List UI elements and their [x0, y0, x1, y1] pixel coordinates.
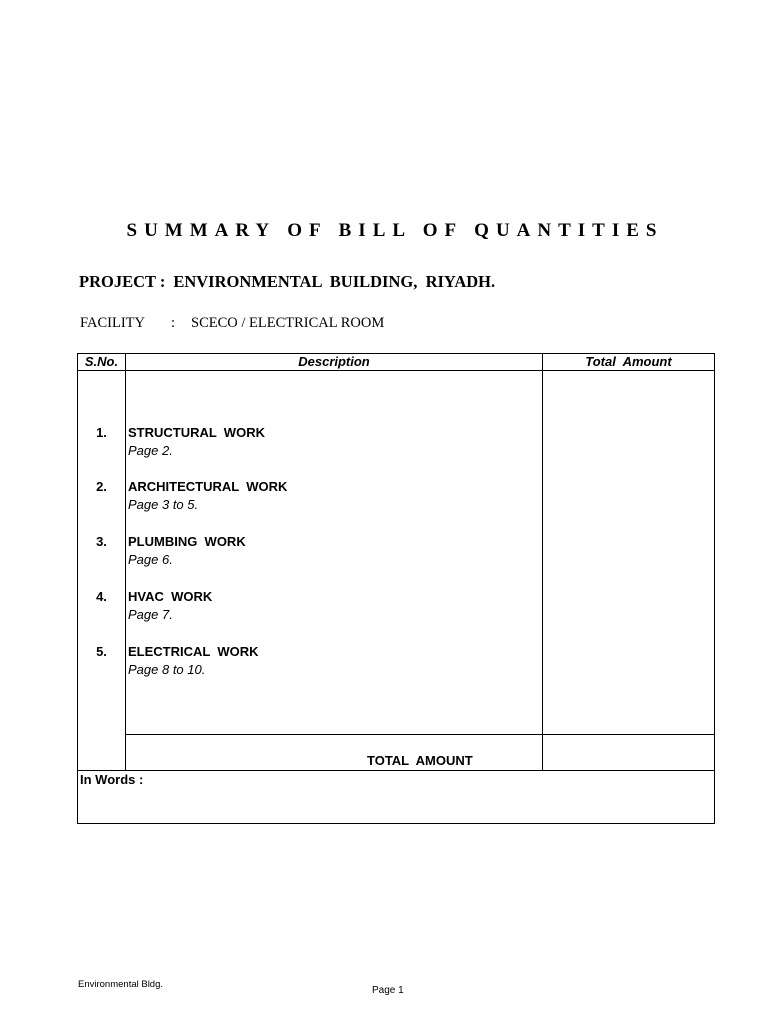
sno-column-divider: [125, 354, 126, 770]
item-page-reference: Page 6.: [128, 552, 173, 567]
item-number: 3.: [96, 534, 107, 549]
item-page-reference: Page 7.: [128, 607, 173, 622]
facility-label: FACILITY: [80, 315, 145, 331]
item-page-reference: Page 2.: [128, 443, 173, 458]
project-label: PROJECT :: [79, 272, 166, 291]
bill-summary-table: [77, 353, 715, 824]
project-line: [79, 272, 495, 292]
footer-page-number: Page 1: [372, 985, 404, 996]
project-value: ENVIRONMENTAL BUILDING, RIYADH.: [173, 272, 496, 291]
facility-separator: :: [171, 315, 176, 331]
total-row-divider: [125, 734, 714, 735]
header-sno: S.No.: [84, 354, 119, 369]
in-words-divider: [78, 770, 714, 771]
facility-value: SCECO / ELECTRICAL ROOM: [191, 315, 385, 331]
item-title: ELECTRICAL WORK: [128, 644, 259, 659]
facility-line: [80, 315, 384, 332]
item-number: 4.: [96, 589, 107, 604]
item-number: 5.: [96, 644, 107, 659]
description-column-divider: [542, 354, 543, 770]
total-amount-label: TOTAL AMOUNT: [367, 753, 473, 768]
document-title: SUMMARY OF BILL OF QUANTITIES: [126, 220, 664, 241]
header-total-amount: Total Amount: [585, 354, 672, 369]
in-words-label: In Words :: [80, 772, 144, 787]
item-title: HVAC WORK: [128, 589, 213, 604]
item-title: STRUCTURAL WORK: [128, 425, 265, 440]
header-description: Description: [298, 354, 370, 369]
item-number: 2.: [96, 479, 107, 494]
item-title: ARCHITECTURAL WORK: [128, 479, 288, 494]
item-page-reference: Page 3 to 5.: [128, 497, 199, 512]
item-number: 1.: [96, 425, 107, 440]
item-page-reference: Page 8 to 10.: [128, 662, 206, 677]
footer-document-name: Environmental Bldg.: [78, 979, 164, 990]
item-title: PLUMBING WORK: [128, 534, 246, 549]
